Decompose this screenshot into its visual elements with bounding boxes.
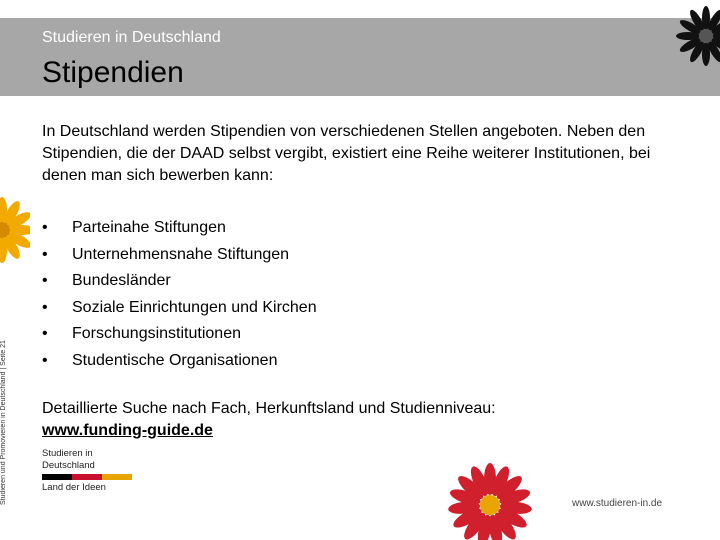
intro-paragraph: In Deutschland werden Stipendien von verschiedenen Stellen angeboten. Neben den Stipendien, die der DAAD selbst vergibt, existiert eine Reihe weiterer Institutionen, bei denen man sich bewerben kann: — [42, 123, 651, 184]
header-subtitle: Studieren in Deutschland — [42, 29, 221, 46]
list-item-label: Forschungsinstitutionen — [72, 325, 241, 343]
list-item — [42, 271, 317, 298]
list-item — [42, 298, 317, 325]
flower-icon — [440, 455, 540, 540]
list-item-label: Studentische Organisationen — [72, 351, 278, 369]
detail-block — [42, 398, 496, 442]
bullet-icon: • — [42, 351, 48, 369]
footer-url: www.studieren-in.de — [572, 498, 663, 509]
list-item — [42, 245, 317, 272]
logo — [42, 448, 132, 494]
logo-color-bar — [42, 474, 132, 480]
detail-text: Detaillierte Suche nach Fach, Herkunftsland und Studienniveau: — [42, 400, 496, 417]
list-item — [42, 351, 317, 378]
list-item-label: Unternehmensnahe Stiftungen — [72, 245, 290, 263]
flower-icon — [0, 190, 30, 270]
bullet-icon: • — [42, 325, 48, 343]
flower-icon — [672, 0, 720, 80]
bullet-icon: • — [42, 219, 48, 236]
header-bar — [0, 18, 720, 96]
logo-line-1: Studieren in — [42, 448, 93, 459]
bullet-icon: • — [42, 298, 48, 316]
side-caption: Studieren und Promovieren in Deutschland | Seite 21 — [0, 340, 7, 505]
logo-line-3: Land der Ideen — [42, 482, 106, 493]
funding-guide-link[interactable]: www.funding-guide.de — [42, 422, 213, 439]
list-item-label: Parteinahe Stiftungen — [72, 219, 226, 236]
page-title: Stipendien — [42, 56, 184, 89]
logo-line-2: Deutschland — [42, 460, 95, 471]
list-item — [42, 218, 317, 245]
institution-list — [42, 218, 317, 378]
bullet-icon: • — [42, 245, 48, 263]
list-item-label: Soziale Einrichtungen und Kirchen — [72, 298, 317, 316]
list-item — [42, 324, 317, 351]
bullet-icon: • — [42, 272, 48, 290]
list-item-label: Bundesländer — [72, 272, 171, 290]
